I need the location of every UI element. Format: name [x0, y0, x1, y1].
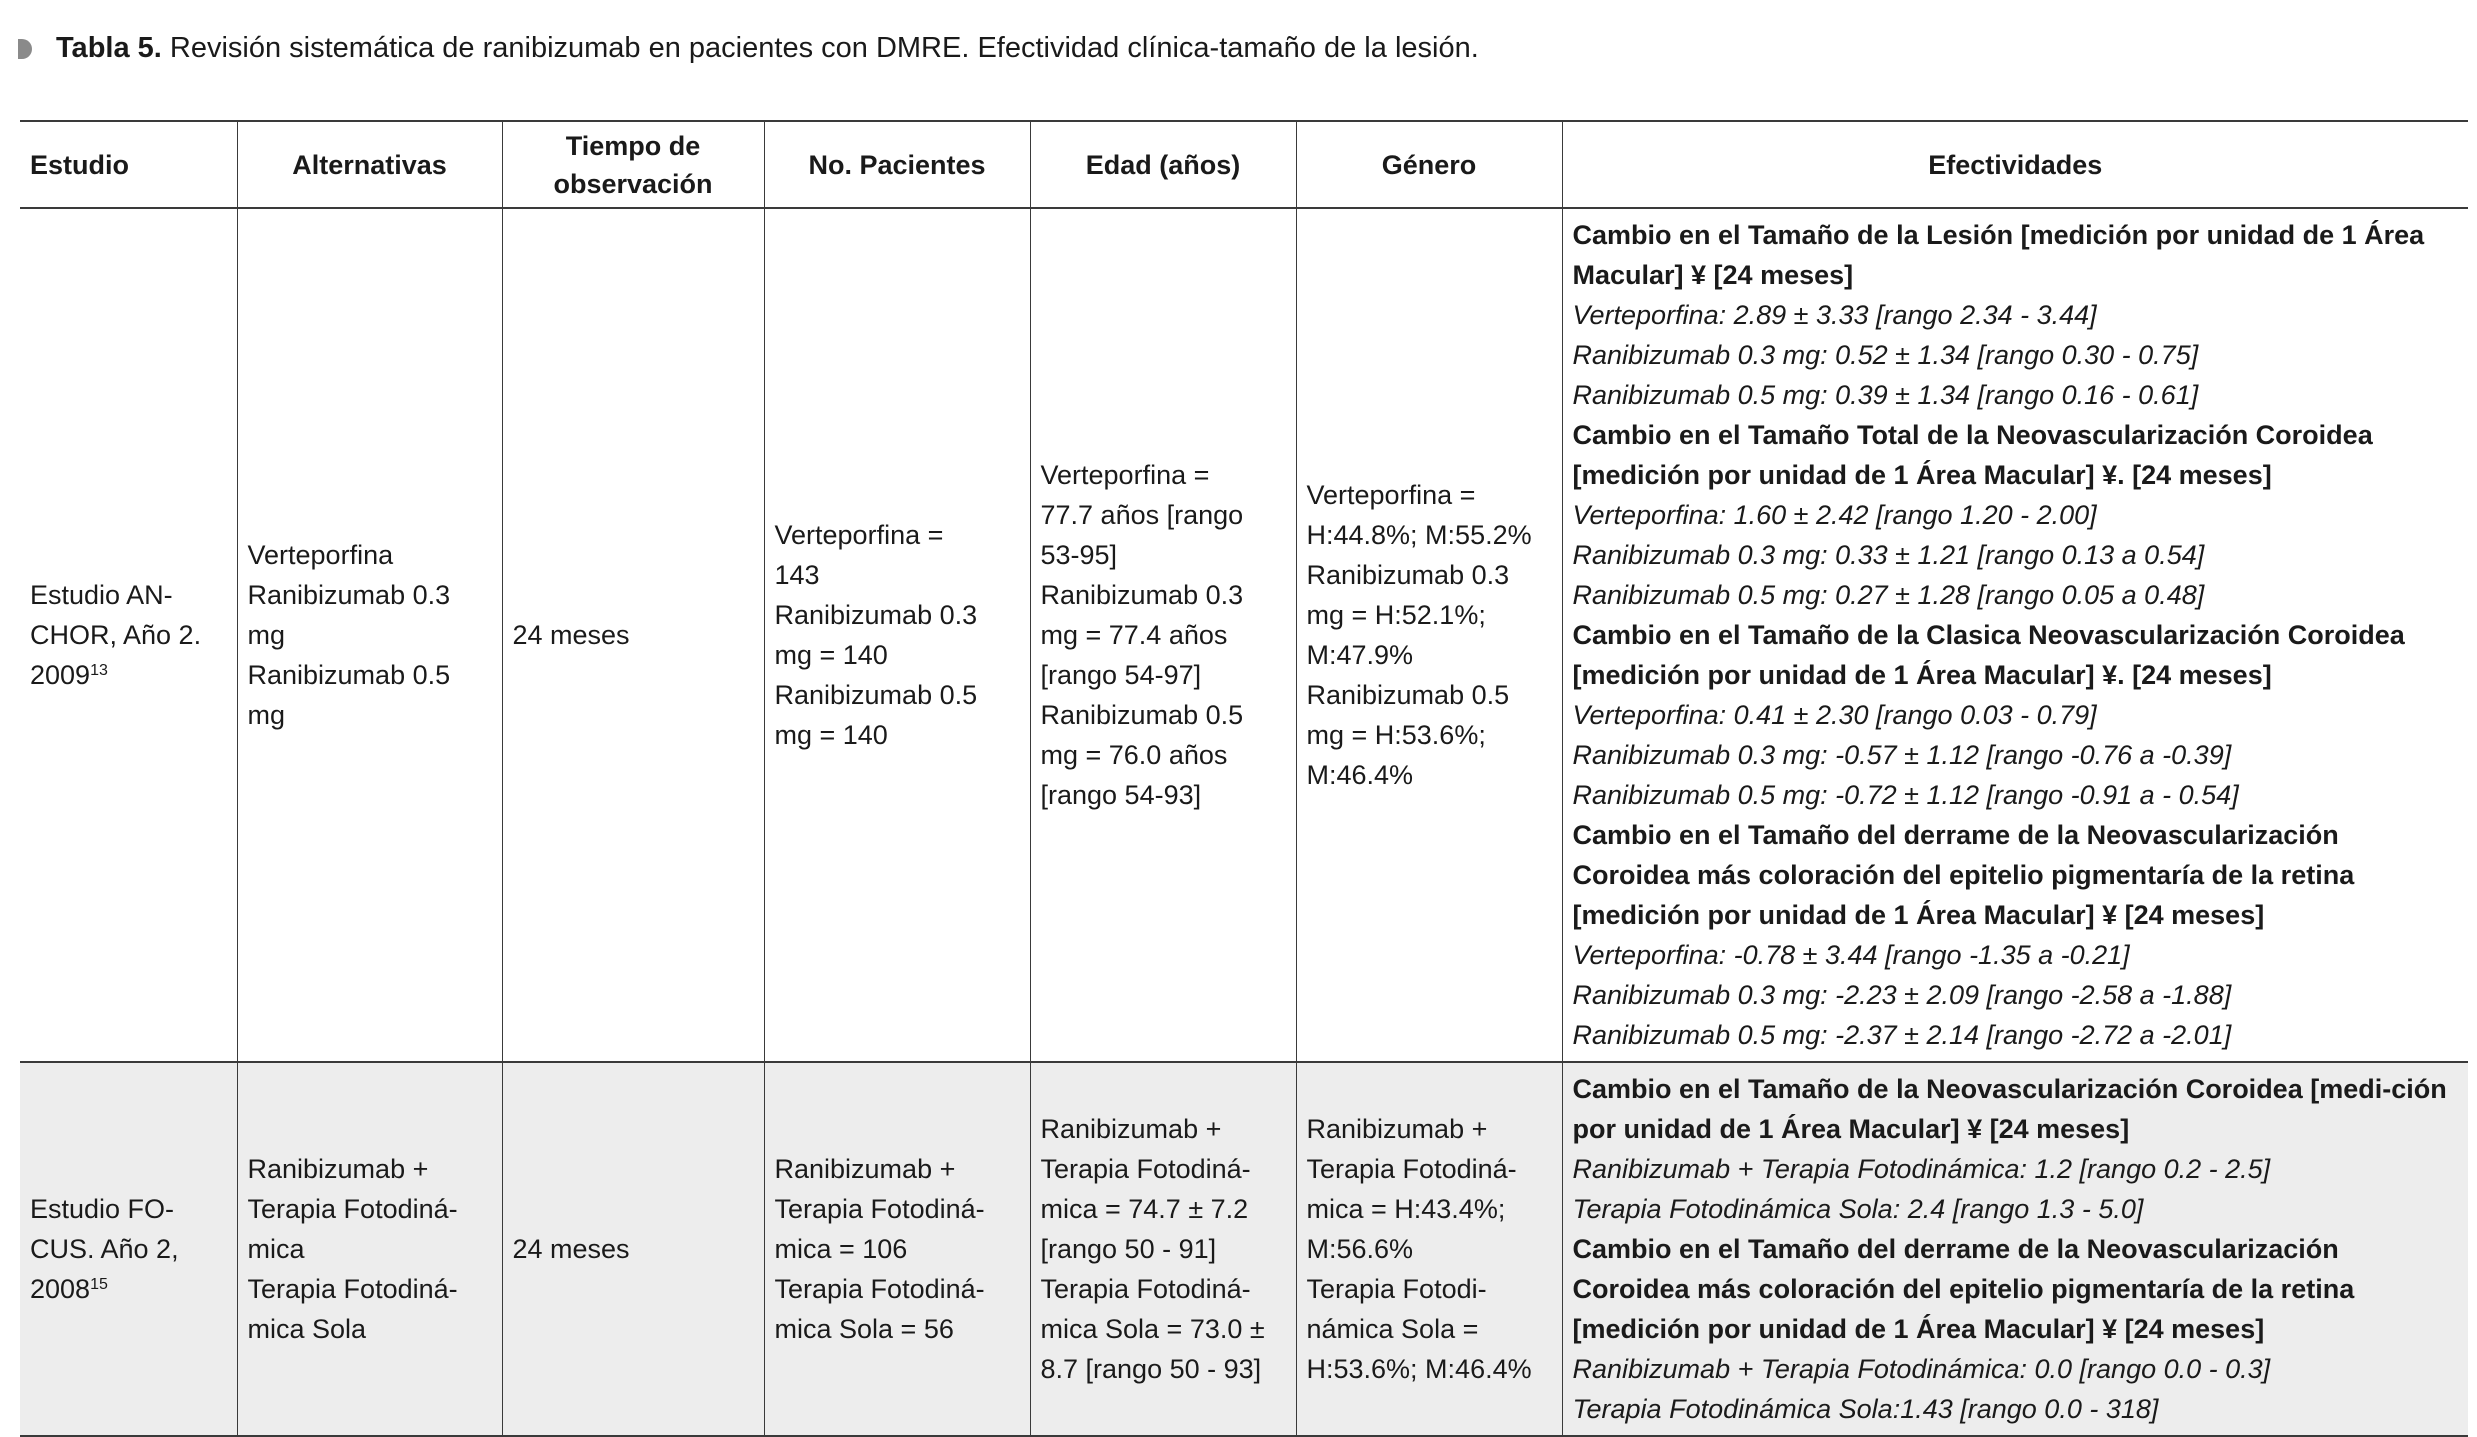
effect-value: Ranibizumab 0.5 mg: 0.27 ± 1.28 [rango 0.05 a 0.48] — [1572, 580, 2205, 610]
effect-value: Verteporfina: 2.89 ± 3.33 [rango 2.34 - 3.44] — [1572, 300, 2097, 330]
effect-value: Ranibizumab 0.5 mg: -2.37 ± 2.14 [rango -2.72 a -2.01] — [1572, 1020, 2232, 1050]
cell-efectividades — [1562, 208, 2468, 1062]
cell-efectividades — [1562, 1062, 2468, 1436]
header-edad: Edad (años) — [1030, 121, 1296, 208]
cell-edad: Verteporfina = 77.7 años [rango 53-95] Ranibizumab 0.3 mg = 77.4 años [rango 54-97] Ranibizumab 0.5 mg = 76.0 años [rango 54-93] — [1030, 208, 1296, 1062]
cell-estudio — [20, 1062, 237, 1436]
table-row — [20, 208, 2468, 1062]
effect-value: Verteporfina: 0.41 ± 2.30 [rango 0.03 - 0.79] — [1572, 700, 2097, 730]
cell-pacientes: Ranibizumab + Terapia Fotodiná- mica = 106 Terapia Fotodiná- mica Sola = 56 — [764, 1062, 1030, 1436]
effect-value: Ranibizumab 0.3 mg: 0.52 ± 1.34 [rango 0.30 - 0.75] — [1572, 340, 2199, 370]
caption-label: Tabla 5. — [56, 32, 162, 64]
effect-value: Ranibizumab 0.3 mg: -0.57 ± 1.12 [rango -0.76 a -0.39] — [1572, 740, 2232, 770]
effect-heading: Cambio en el Tamaño de la Clasica Neovascularización Coroidea [medición por unidad de 1 Área Macular] ¥. [24 meses] — [1572, 620, 2405, 690]
header-tiempo: Tiempo de observación — [502, 121, 764, 208]
cell-genero: Verteporfina = H:44.8%; M:55.2% Ranibizumab 0.3 mg = H:52.1%; M:47.9% Ranibizumab 0.5 mg = H:53.6%; M:46.4% — [1296, 208, 1562, 1062]
effect-value: Verteporfina: -0.78 ± 3.44 [rango -1.35 a -0.21] — [1572, 940, 2130, 970]
table-caption — [18, 28, 1479, 68]
effect-value: Terapia Fotodinámica Sola:1.43 [rango 0.0 - 318] — [1572, 1394, 2159, 1424]
effect-heading: Cambio en el Tamaño de la Neovascularización Coroidea [medi-ción por unidad de 1 Área Macular] ¥ [24 meses] — [1572, 1074, 2447, 1144]
header-estudio: Estudio — [20, 121, 237, 208]
effect-heading: Cambio en el Tamaño del derrame de la Neovascularización Coroidea más coloración del epitelio pigmentaría de la retina [medición por unidad de 1 Área Macular] ¥ [24 meses] — [1572, 1234, 2355, 1344]
table-header-row — [20, 121, 2468, 208]
cell-alternativas: Ranibizumab + Terapia Fotodiná- mica Terapia Fotodiná- mica Sola — [237, 1062, 502, 1436]
effect-value: Ranibizumab + Terapia Fotodinámica: 1.2 [rango 0.2 - 2.5] — [1572, 1154, 2271, 1184]
cell-pacientes: Verteporfina = 143 Ranibizumab 0.3 mg = 140 Ranibizumab 0.5 mg = 140 — [764, 208, 1030, 1062]
effect-heading: Cambio en el Tamaño Total de la Neovascularización Coroidea [medición por unidad de 1 Área Macular] ¥. [24 meses] — [1572, 420, 2373, 490]
header-pacientes: No. Pacientes — [764, 121, 1030, 208]
effect-heading: Cambio en el Tamaño de la Lesión [medición por unidad de 1 Área Macular] ¥ [24 meses] — [1572, 220, 2425, 290]
estudio-text: Estudio FO- CUS. Año 2, 2008 — [30, 1194, 179, 1304]
caption-text: Revisión sistemática de ranibizumab en pacientes con DMRE. Efectividad clínica-tamaño de la lesión. — [161, 32, 1479, 64]
header-genero: Género — [1296, 121, 1562, 208]
effect-value: Ranibizumab 0.5 mg: -0.72 ± 1.12 [rango -0.91 a - 0.54] — [1572, 780, 2239, 810]
effect-heading: Cambio en el Tamaño del derrame de la Neovascularización Coroidea más coloración del epitelio pigmentaría de la retina [medición por unidad de 1 Área Macular] ¥ [24 meses] — [1572, 820, 2355, 930]
cell-edad: Ranibizumab + Terapia Fotodiná- mica = 74.7 ± 7.2 [rango 50 - 91] Terapia Fotodiná- mica Sola = 73.0 ± 8.7 [rango 50 - 93] — [1030, 1062, 1296, 1436]
estudio-ref: 13 — [90, 662, 108, 679]
effect-value: Verteporfina: 1.60 ± 2.42 [rango 1.20 - 2.00] — [1572, 500, 2097, 530]
header-efectividades: Efectividades — [1562, 121, 2468, 208]
effect-value: Ranibizumab 0.5 mg: 0.39 ± 1.34 [rango 0.16 - 0.61] — [1572, 380, 2199, 410]
effectiveness-table — [20, 120, 2468, 1437]
estudio-ref: 15 — [90, 1276, 108, 1293]
estudio-text: Estudio AN- CHOR, Año 2. 2009 — [30, 580, 202, 690]
cell-tiempo: 24 meses — [502, 1062, 764, 1436]
effect-value: Ranibizumab 0.3 mg: 0.33 ± 1.21 [rango 0.13 a 0.54] — [1572, 540, 2205, 570]
cell-tiempo: 24 meses — [502, 208, 764, 1062]
cell-genero: Ranibizumab + Terapia Fotodiná- mica = H:43.4%; M:56.6% Terapia Fotodi- námica Sola = H:53.6%; M:46.4% — [1296, 1062, 1562, 1436]
cell-alternativas: Verteporfina Ranibizumab 0.3 mg Ranibizumab 0.5 mg — [237, 208, 502, 1062]
effect-value: Ranibizumab + Terapia Fotodinámica: 0.0 [rango 0.0 - 0.3] — [1572, 1354, 2271, 1384]
table-row — [20, 1062, 2468, 1436]
effect-value: Ranibizumab 0.3 mg: -2.23 ± 2.09 [rango -2.58 a -1.88] — [1572, 980, 2232, 1010]
effect-value: Terapia Fotodinámica Sola: 2.4 [rango 1.3 - 5.0] — [1572, 1194, 2144, 1224]
caption-bullet-icon — [18, 39, 32, 59]
cell-estudio — [20, 208, 237, 1062]
header-alternativas: Alternativas — [237, 121, 502, 208]
